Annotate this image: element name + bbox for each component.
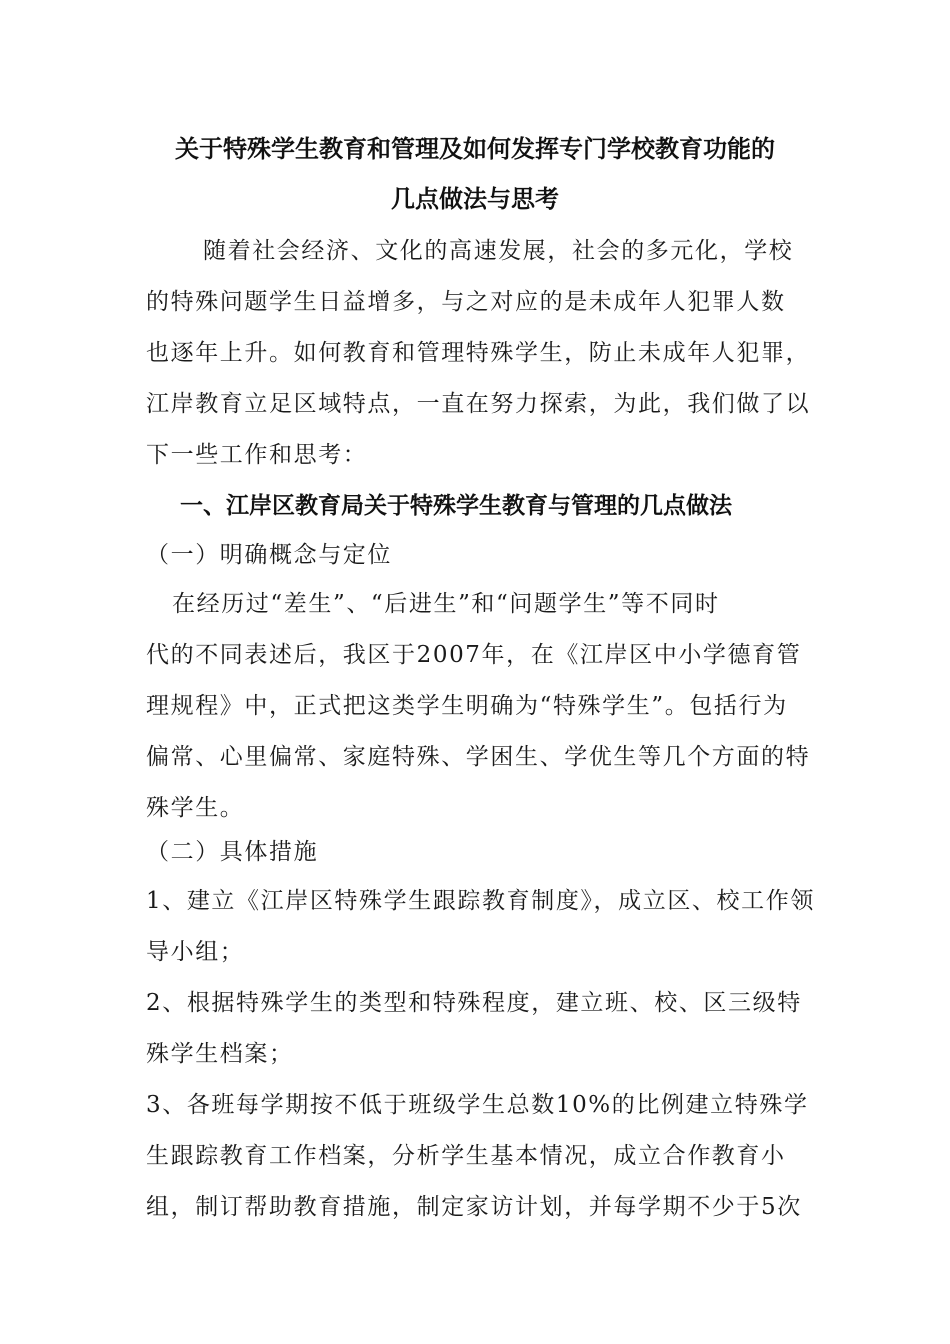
measure-line-3: 2、根据特殊学生的类型和特殊程度，建立班、校、区三级特 — [146, 990, 802, 1016]
measure-line-2: 导小组； — [146, 939, 245, 965]
intro-line-2: 的特殊问题学生日益增多，与之对应的是未成年人犯罪人数 — [146, 289, 786, 315]
subsection-1-line-2: 代的不同表述后，我区于2007年，在《江岸区中小学德育管 — [146, 642, 802, 668]
measure-line-4: 殊学生档案； — [146, 1041, 294, 1067]
measure-line-1: 1、建立《江岸区特殊学生跟踪教育制度》，成立区、校工作领 — [146, 888, 815, 914]
measure-line-5: 3、各班每学期按不低于班级学生总数10%的比例建立特殊学 — [146, 1092, 809, 1118]
intro-line-5: 下一些工作和思考： — [146, 442, 368, 468]
subsection-1-line-3: 理规程》中，正式把这类学生明确为“特殊学生”。包括行为 — [146, 693, 788, 719]
intro-line-4: 江岸教育立足区域特点，一直在努力探索，为此，我们做了以 — [146, 391, 811, 417]
document-title-line-2: 几点做法与思考 — [391, 184, 559, 213]
subsection-1-heading: （一）明确概念与定位 — [146, 542, 392, 568]
measure-line-7: 组，制订帮助教育措施，制定家访计划，并每学期不少于5次 — [146, 1194, 802, 1220]
subsection-1-line-4: 偏常、心里偏常、家庭特殊、学困生、学优生等几个方面的特 — [146, 744, 811, 770]
document-title-line-1: 关于特殊学生教育和管理及如何发挥专门学校教育功能的 — [175, 134, 775, 163]
subsection-1-line-1: 在经历过“差生”、“后进生”和“问题学生”等不同时 — [172, 591, 720, 617]
section-1-heading: 一、江岸区教育局关于特殊学生教育与管理的几点做法 — [180, 492, 732, 519]
subsection-1-line-5: 殊学生。 — [146, 795, 245, 821]
measure-line-6: 生跟踪教育工作档案，分析学生基本情况，成立合作教育小 — [146, 1143, 786, 1169]
intro-line-1: 随着社会经济、文化的高速发展，社会的多元化，学校 — [203, 238, 794, 264]
subsection-2-heading: （二）具体措施 — [146, 839, 319, 865]
intro-line-3: 也逐年上升。如何教育和管理特殊学生，防止未成年人犯罪， — [146, 340, 811, 366]
